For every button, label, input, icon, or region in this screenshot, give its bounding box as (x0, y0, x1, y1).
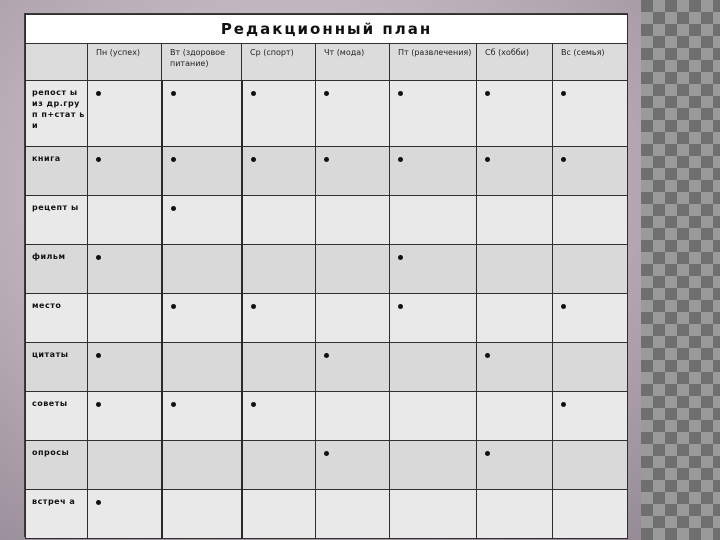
plan-cell (316, 490, 390, 539)
editorial-plan-table (25, 14, 628, 539)
bullet-mark-icon (561, 402, 566, 407)
plan-cell (477, 490, 553, 539)
plan-cell (477, 392, 553, 441)
bullet-mark-icon (96, 157, 101, 162)
plan-cell (390, 294, 477, 343)
bullet-mark-icon (251, 91, 256, 96)
bullet-mark-icon (96, 500, 101, 505)
bullet-mark-icon (398, 304, 403, 309)
row-label: встреч а (26, 490, 88, 539)
plan-row (26, 294, 628, 343)
bullet-mark-icon (251, 402, 256, 407)
plan-cell (477, 196, 553, 245)
row-label: репост ы из др.груп п+стат ьи (26, 81, 88, 147)
bullet-mark-icon (561, 91, 566, 96)
plan-cell (390, 147, 477, 196)
row-label: опросы (26, 441, 88, 490)
plan-cell (316, 343, 390, 392)
plan-cell (390, 490, 477, 539)
bullet-mark-icon (96, 402, 101, 407)
day-header-4: Чт (мода) (316, 44, 390, 81)
day-header-row (26, 44, 628, 81)
day-header-1: Пн (успех) (88, 44, 162, 81)
plan-cell (553, 294, 628, 343)
bullet-mark-icon (398, 255, 403, 260)
plan-cell (553, 392, 628, 441)
bullet-mark-icon (485, 91, 490, 96)
plan-row (26, 81, 628, 147)
plan-cell (242, 245, 316, 294)
bullet-mark-icon (398, 157, 403, 162)
plan-cell (553, 245, 628, 294)
plan-cell (162, 392, 242, 441)
bullet-mark-icon (96, 91, 101, 96)
plan-cell (88, 196, 162, 245)
bullet-mark-icon (324, 451, 329, 456)
plan-cell (316, 245, 390, 294)
plan-cell (242, 392, 316, 441)
plan-cell (88, 343, 162, 392)
plan-cell (553, 441, 628, 490)
plan-cell (316, 294, 390, 343)
bullet-mark-icon (485, 451, 490, 456)
plan-cell (390, 392, 477, 441)
plan-cell (162, 490, 242, 539)
plan-cell (242, 294, 316, 343)
plan-cell (162, 147, 242, 196)
bullet-mark-icon (171, 206, 176, 211)
plan-row (26, 196, 628, 245)
plan-cell (390, 245, 477, 294)
plan-cell (88, 392, 162, 441)
plan-cell (162, 441, 242, 490)
plan-cell (88, 147, 162, 196)
plan-row (26, 392, 628, 441)
row-label: советы (26, 392, 88, 441)
plan-cell (477, 441, 553, 490)
plan-cell (316, 81, 390, 147)
row-label: рецепт ы (26, 196, 88, 245)
plan-cell (242, 81, 316, 147)
plan-cell (88, 490, 162, 539)
plan-row (26, 245, 628, 294)
plan-cell (88, 81, 162, 147)
row-label: место (26, 294, 88, 343)
plan-cell (242, 490, 316, 539)
editorial-plan-sheet (24, 13, 628, 537)
plan-row (26, 490, 628, 539)
plan-cell (390, 81, 477, 147)
plan-cell (316, 392, 390, 441)
plan-cell (242, 147, 316, 196)
bullet-mark-icon (324, 91, 329, 96)
bullet-mark-icon (561, 157, 566, 162)
row-label: книга (26, 147, 88, 196)
bullet-mark-icon (251, 157, 256, 162)
row-label: фильм (26, 245, 88, 294)
plan-cell (316, 196, 390, 245)
plan-cell (553, 196, 628, 245)
plan-cell (553, 343, 628, 392)
plan-row (26, 147, 628, 196)
plan-row (26, 343, 628, 392)
day-header-3: Ср (спорт) (242, 44, 316, 81)
bullet-mark-icon (171, 402, 176, 407)
bullet-mark-icon (324, 157, 329, 162)
decorative-pattern-strip (641, 0, 720, 540)
plan-cell (553, 147, 628, 196)
plan-cell (88, 441, 162, 490)
plan-body (26, 81, 628, 539)
bullet-mark-icon (96, 255, 101, 260)
plan-cell (553, 81, 628, 147)
plan-cell (477, 343, 553, 392)
plan-cell (477, 294, 553, 343)
bullet-mark-icon (485, 157, 490, 162)
table-title: Редакционный план (26, 15, 628, 44)
plan-cell (477, 245, 553, 294)
plan-cell (162, 196, 242, 245)
plan-cell (162, 343, 242, 392)
plan-cell (88, 245, 162, 294)
plan-cell (390, 441, 477, 490)
plan-cell (162, 245, 242, 294)
plan-cell (242, 441, 316, 490)
corner-header-cell (26, 44, 88, 81)
plan-cell (390, 343, 477, 392)
plan-cell (477, 81, 553, 147)
plan-cell (316, 441, 390, 490)
plan-cell (477, 147, 553, 196)
plan-cell (316, 147, 390, 196)
plan-row (26, 441, 628, 490)
plan-cell (390, 196, 477, 245)
plan-cell (162, 294, 242, 343)
plan-cell (553, 490, 628, 539)
day-header-6: Сб (хобби) (477, 44, 553, 81)
row-label: цитаты (26, 343, 88, 392)
plan-cell (88, 294, 162, 343)
day-header-2: Вт (здоровое питание) (162, 44, 242, 81)
bullet-mark-icon (251, 304, 256, 309)
bullet-mark-icon (398, 91, 403, 96)
plan-cell (162, 81, 242, 147)
bullet-mark-icon (324, 353, 329, 358)
bullet-mark-icon (96, 353, 101, 358)
bullet-mark-icon (485, 353, 490, 358)
day-header-7: Вс (семья) (553, 44, 628, 81)
bullet-mark-icon (561, 304, 566, 309)
bullet-mark-icon (171, 157, 176, 162)
bullet-mark-icon (171, 304, 176, 309)
plan-cell (242, 196, 316, 245)
plan-cell (242, 343, 316, 392)
bullet-mark-icon (171, 91, 176, 96)
day-header-5: Пт (развлечения) (390, 44, 477, 81)
